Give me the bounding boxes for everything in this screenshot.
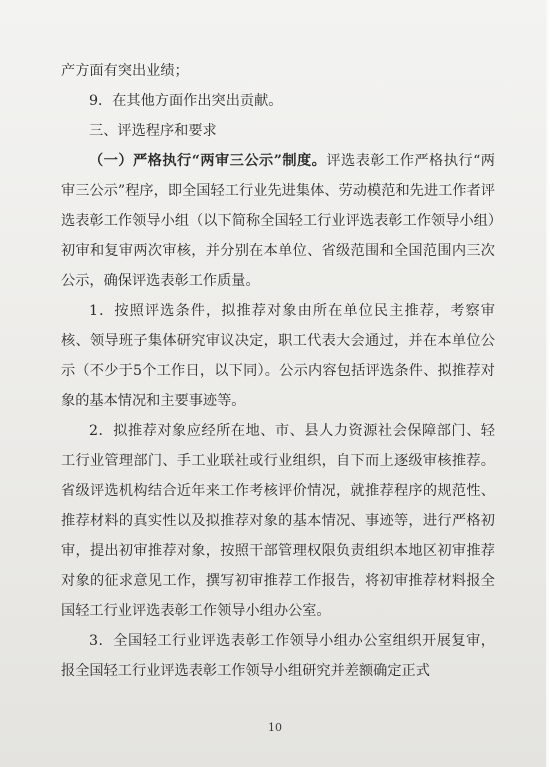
paragraph-text: 3．全国轻工行业评选表彰工作领导小组办公室组织开展复审，报全国轻工行业评选表彰工作领导小组研究并差额确定正式 [61, 633, 495, 679]
page-number: 10 [268, 721, 282, 734]
paragraph-text: 产方面有突出业绩； [61, 63, 189, 79]
paragraph-text: 2．拟推荐对象应经所在地、市、县人力资源社会保障部门、轻工行业管理部门、手工业联社或行业组织，自下而上逐级审核推荐。省级评选机构结合近年来工作考核评价情况，就推荐程序的规范性、推荐材料的真实性以及拟推荐对象的基本情况、事迹等，进行严格初审，提出初审推荐对象，按照干部管理权限负责组织本地区初审推荐对象的征求意见工作，撰写初审推荐工作报告，将初审推荐材料报全国轻工行业评选表彰工作领导小组办公室。 [61, 423, 495, 619]
paragraph-two-reviews-three-notices [61, 146, 495, 296]
paragraph-step-2 [61, 416, 495, 626]
subheading-bold: （一）严格执行“两审三公示”制度。 [89, 153, 327, 169]
paragraph-step-3 [61, 626, 495, 686]
scan-edge [546, 0, 550, 767]
paragraph-text: 评选表彰工作严格执行“两审三公示”程序，即全国轻工行业先进集体、劳动模范和先进工作者评选表彰工作领导小组（以下简称全国轻工行业评选表彰工作领导小组）初审和复审两次审核，并分别在本单位、省级范围和全国范围内三次公示，确保评选表彰工作质量。 [61, 153, 495, 289]
heading-text: 三、评选程序和要求 [89, 123, 217, 139]
paragraph-item-9 [61, 86, 495, 116]
paragraph-step-1 [61, 296, 495, 416]
paragraph-continuation [61, 56, 495, 86]
paragraph-text: 1．按照评选条件，拟推荐对象由所在单位民主推荐，考察审核、领导班子集体研究审议决定，职工代表大会通过，并在本单位公示（不少于5个工作日，以下同）。公示内容包括评选条件、拟推荐对象的基本情况和主要事迹等。 [61, 303, 495, 409]
section-heading-3 [61, 116, 495, 146]
document-body [61, 56, 495, 686]
paragraph-text: 9．在其他方面作出突出贡献。 [89, 93, 283, 109]
